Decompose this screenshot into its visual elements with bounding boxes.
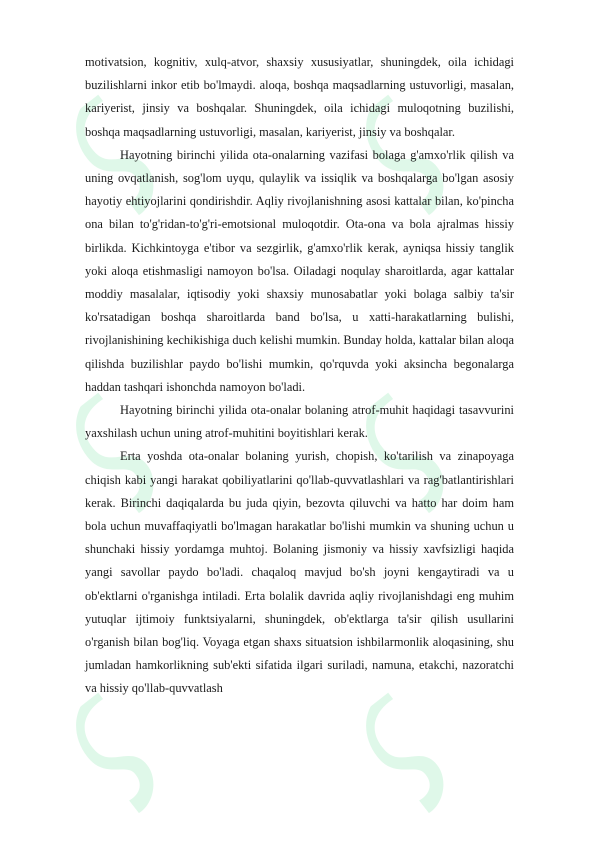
paragraph-4: Erta yoshda ota-onalar bolaning yurish, chopish, ko'tarilish va zinapoyaga chiqish kabi yangi harakat qobiliyatlarini qo'llab-quvvatlashlari va rag'batlantirishlari kerak. Birinchi daqiqalarda bu juda qiyin, bezovta qiluvchi va hatto har doim ham bola uchun muvaffaqiyatli bo'lmagan harakatlar bo'lishi mumkin va shuning uchun u shunchaki hissiy yordamga muhtoj. Bolaning jismoniy va hissiy xavfsizligi haqida yangi savollar paydo bo'ladi. chaqaloq mavjud bo'sh joyni kengaytiradi va u ob'ektlarni o'rganishga intiladi. Erta bolalik davrida aqliy rivojlanishdagi eng muhim yutuqlar ijtimoiy funktsiyalarni, shuningdek, ob'ektlarga ta'sir qilish usullarini o'rganish bilan bog'liq. Voyaga etgan shaxs situatsion ishbilarmonlik aloqasining, shu jumladan hamkorlikning sub'ekti sifatida ilgari suriladi, namuna, etakchi, nazoratchi va hissiy qo'llab-quvvatlash: [85, 449, 514, 696]
paragraph-3: Hayotning birinchi yilida ota-onalar bolaning atrof-muhit haqidagi tasavvurini yaxshilash uchun uning atrof-muhitini boyitishlari kerak.: [85, 403, 514, 441]
paragraph-1: motivatsion, kognitiv, xulq-atvor, shaxsiy xususiyatlar, shuningdek, oila ichidagi buzilishlarni inkor etib bo'lmaydi. aloqa, boshqa maqsadlarning ustuvorligi, masalan, kariyerist, jinsiy va boshqalar. Shuningdek, oila ichidagi muloqotning buzilishi, boshqa maqsadlarning ustuvorligi, masalan, kariyerist, jinsiy va boshqalar.: [85, 55, 514, 139]
watermark-icon: [349, 684, 479, 826]
document-body: [85, 51, 514, 701]
paragraph-2: Hayotning birinchi yilida ota-onalarning vazifasi bolaga g'amxo'rlik qilish va uning ovqatlanish, sog'lom uyqu, qulaylik va issiqlik va boshqalarga bo'lgan asosiy hayotiy ehtiyojlarini qondirishdir. Aqliy rivojlanishning asosi kattalar bilan, ko'pincha ona bilan to'g'ridan-to'g'ri-emotsional muloqotdir. Ota-ona va bola ajralmas hissiy birlikda. Kichkintoyga e'tibor va sezgirlik, g'amxo'rlik kerak, ayniqsa hissiy tanglik yoki aloqa etishmasligi namoyon bo'lsa. Oiladagi noqulay sharoitlarda, agar kattalar moddiy masalalar, iqtisodiy yoki shaxsiy munosabatlar yoki bolaga salbiy ta'sir ko'rsatadigan boshqa sharoitlarda band bo'lsa, u xatti-harakatlarning bulishi, rivojlanishining kechikishiga duch kelishi mumkin. Bunday holda, kattalar bilan aloqa qilishda buzilishlar paydo bo'lishi mumkin, qo'rquvda yoki aksincha begonalarga haddan tashqari ishonchda namoyon bo'ladi.: [85, 147, 514, 394]
watermark-icon: [59, 684, 189, 826]
